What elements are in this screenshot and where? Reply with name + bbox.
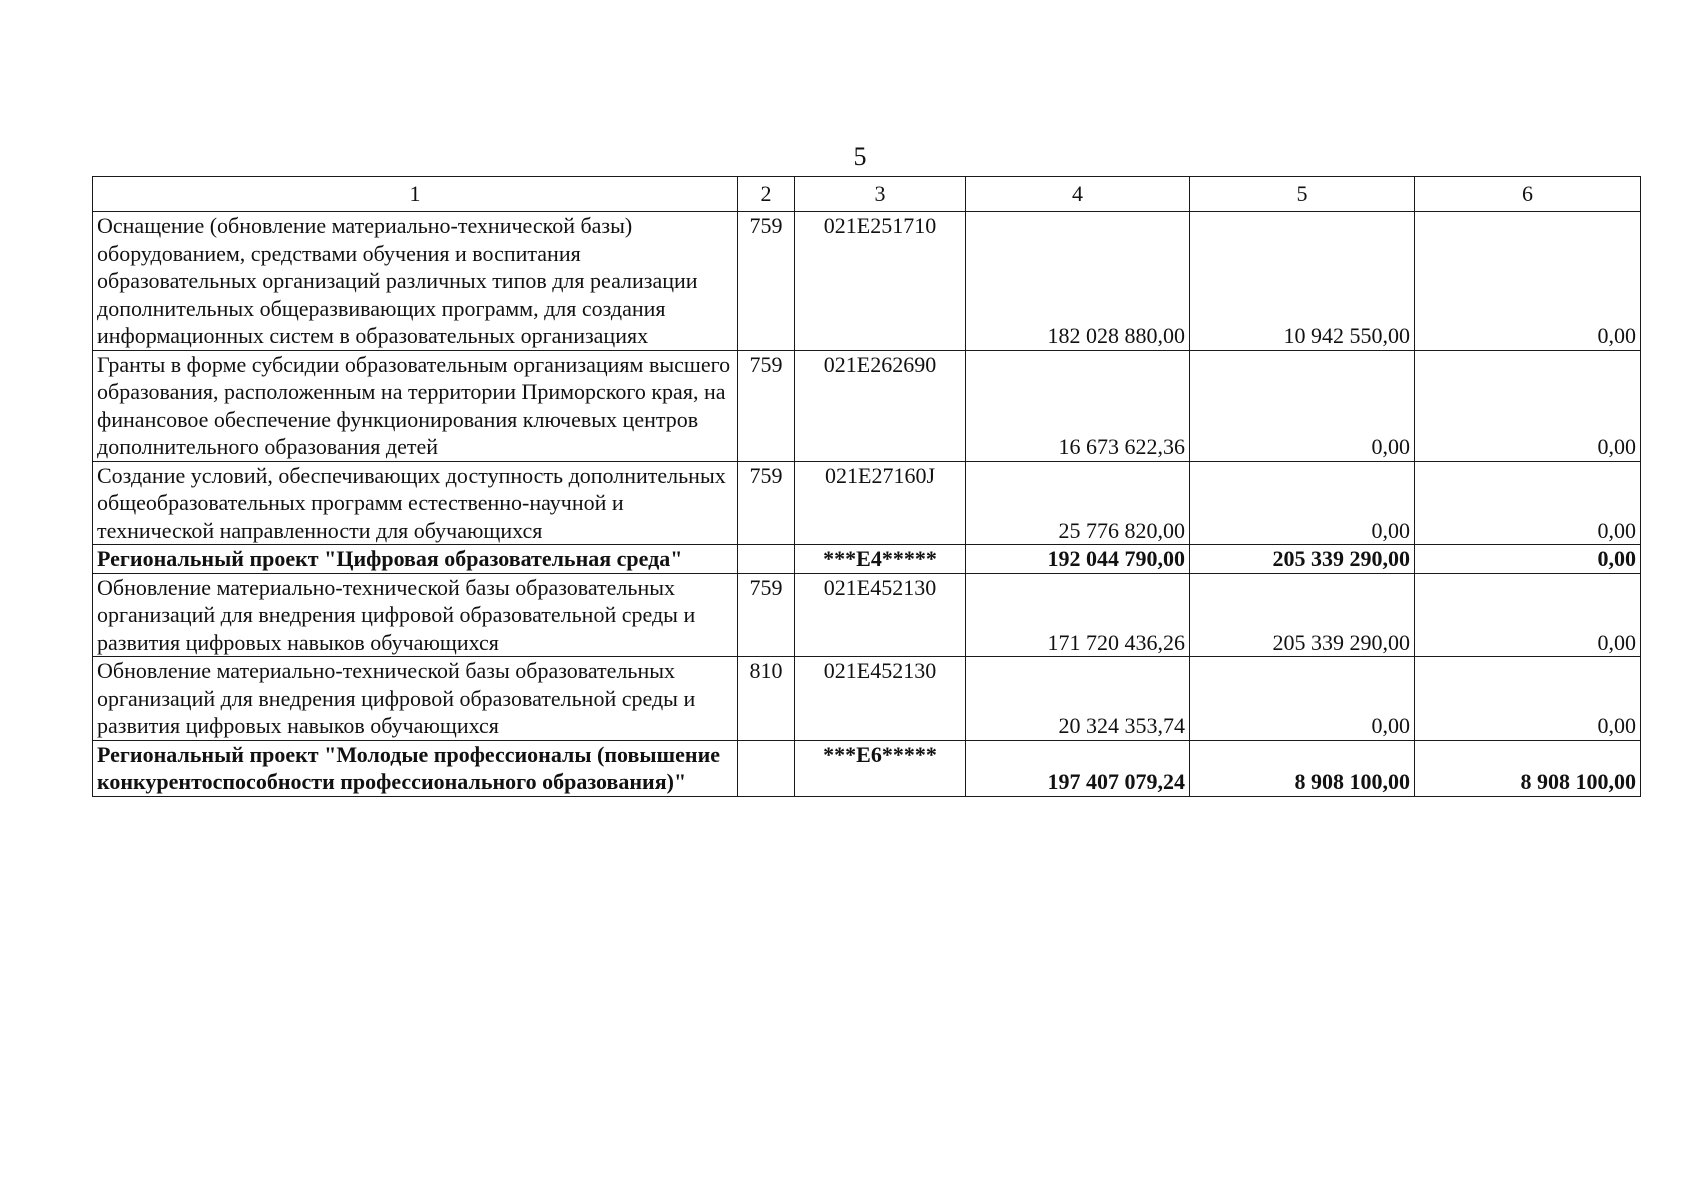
row-amount-5: 205 339 290,00 [1190,573,1415,657]
table-row-project [93,545,1641,574]
row-name: Оснащение (обновление материально-технической базы) оборудованием, средствами обучения и воспитания образовательных организаций различных типов для реализации дополнительных общеразвивающих программ, для создания информационных систем в образовательных организациях [93,212,738,351]
row-name: Гранты в форме субсидии образовательным организациям высшего образования, расположенным на территории Приморского края, на финансовое обеспечение функционирования ключевых центров дополнительного образования детей [93,350,738,461]
column-header-3: 3 [795,177,966,212]
row-amount-6: 0,00 [1415,657,1641,741]
row-amount-6: 0,00 [1415,350,1641,461]
row-csr: 021E452130 [795,573,966,657]
row-grbs: 759 [738,573,795,657]
table-row [93,573,1641,657]
row-csr: 021E262690 [795,350,966,461]
row-amount-4: 197 407 079,24 [966,740,1190,796]
row-name: Региональный проект "Молодые профессионалы (повышение конкурентоспособности профессионального образования)" [93,740,738,796]
row-grbs: 759 [738,461,795,545]
row-amount-5: 10 942 550,00 [1190,212,1415,351]
row-amount-5: 0,00 [1190,657,1415,741]
column-header-4: 4 [966,177,1190,212]
column-header-2: 2 [738,177,795,212]
table-body [93,177,1641,797]
row-amount-6: 0,00 [1415,212,1641,351]
row-amount-4: 25 776 820,00 [966,461,1190,545]
table-header-row [93,177,1641,212]
row-csr: ***E4***** [795,545,966,574]
column-header-5: 5 [1190,177,1415,212]
row-name: Создание условий, обеспечивающих доступность дополнительных общеобразовательных программ естественно-научной и технической направленности для обучающихся [93,461,738,545]
table-row [93,657,1641,741]
row-amount-5: 0,00 [1190,350,1415,461]
row-grbs [738,740,795,796]
row-csr: 021E251710 [795,212,966,351]
row-name: Обновление материально-технической базы образовательных организаций для внедрения цифровой образовательной среды и развития цифровых навыков обучающихся [93,573,738,657]
table-row [93,461,1641,545]
row-amount-6: 8 908 100,00 [1415,740,1641,796]
row-csr: 021E452130 [795,657,966,741]
row-amount-6: 0,00 [1415,545,1641,574]
row-grbs [738,545,795,574]
table-row [93,212,1641,351]
budget-table [92,176,1641,797]
row-amount-4: 171 720 436,26 [966,573,1190,657]
row-amount-6: 0,00 [1415,573,1641,657]
column-header-1: 1 [93,177,738,212]
row-name: Региональный проект "Цифровая образовательная среда" [93,545,738,574]
row-amount-6: 0,00 [1415,461,1641,545]
row-name: Обновление материально-технической базы образовательных организаций для внедрения цифровой образовательной среды и развития цифровых навыков обучающихся [93,657,738,741]
row-grbs: 810 [738,657,795,741]
row-amount-5: 8 908 100,00 [1190,740,1415,796]
table-row-project [93,740,1641,796]
row-grbs: 759 [738,350,795,461]
page-number: 5 [853,142,867,171]
row-amount-4: 192 044 790,00 [966,545,1190,574]
column-header-6: 6 [1415,177,1641,212]
row-amount-4: 182 028 880,00 [966,212,1190,351]
row-amount-4: 16 673 622,36 [966,350,1190,461]
table-row [93,350,1641,461]
row-grbs: 759 [738,212,795,351]
row-amount-5: 0,00 [1190,461,1415,545]
row-csr: ***E6***** [795,740,966,796]
row-csr: 021E27160J [795,461,966,545]
row-amount-5: 205 339 290,00 [1190,545,1415,574]
row-amount-4: 20 324 353,74 [966,657,1190,741]
